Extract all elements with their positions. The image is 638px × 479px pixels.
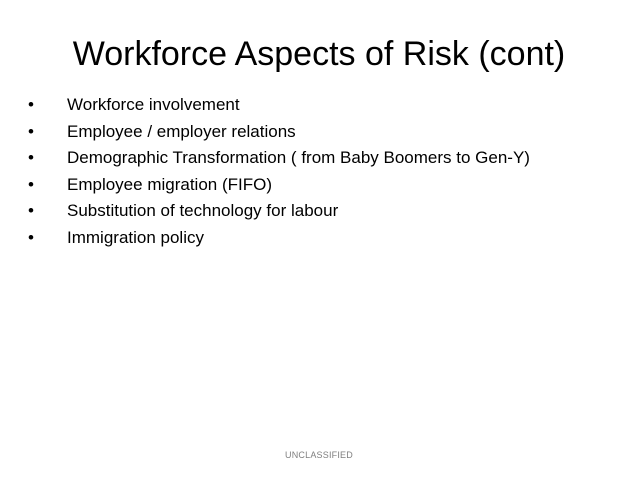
- bullet-text: Demographic Transformation ( from Baby Boomers to Gen-Y): [67, 148, 530, 168]
- classification-footer: UNCLASSIFIED: [285, 450, 353, 460]
- bullet-text: Immigration policy: [67, 227, 204, 247]
- bullet-item: [28, 92, 628, 119]
- bullet-icon: •: [28, 95, 34, 114]
- bullet-item: [28, 119, 628, 146]
- bullet-icon: •: [28, 148, 34, 168]
- bullet-icon: •: [28, 227, 34, 247]
- bullet-item: [28, 198, 628, 225]
- bullet-icon: •: [28, 174, 34, 194]
- bullet-item: [28, 172, 628, 199]
- bullet-icon: •: [28, 201, 34, 221]
- bullet-text: Employee / employer relations: [67, 121, 296, 141]
- slide-title: Workforce Aspects of Risk (cont): [72, 35, 566, 73]
- bullet-text: Workforce involvement: [67, 95, 240, 114]
- bullet-icon: •: [28, 121, 34, 141]
- bullet-item: [28, 225, 628, 252]
- bullet-text: Employee migration (FIFO): [67, 174, 272, 194]
- bullet-item: [28, 145, 628, 172]
- bullet-text: Substitution of technology for labour: [67, 201, 339, 221]
- bullet-list: [28, 92, 628, 252]
